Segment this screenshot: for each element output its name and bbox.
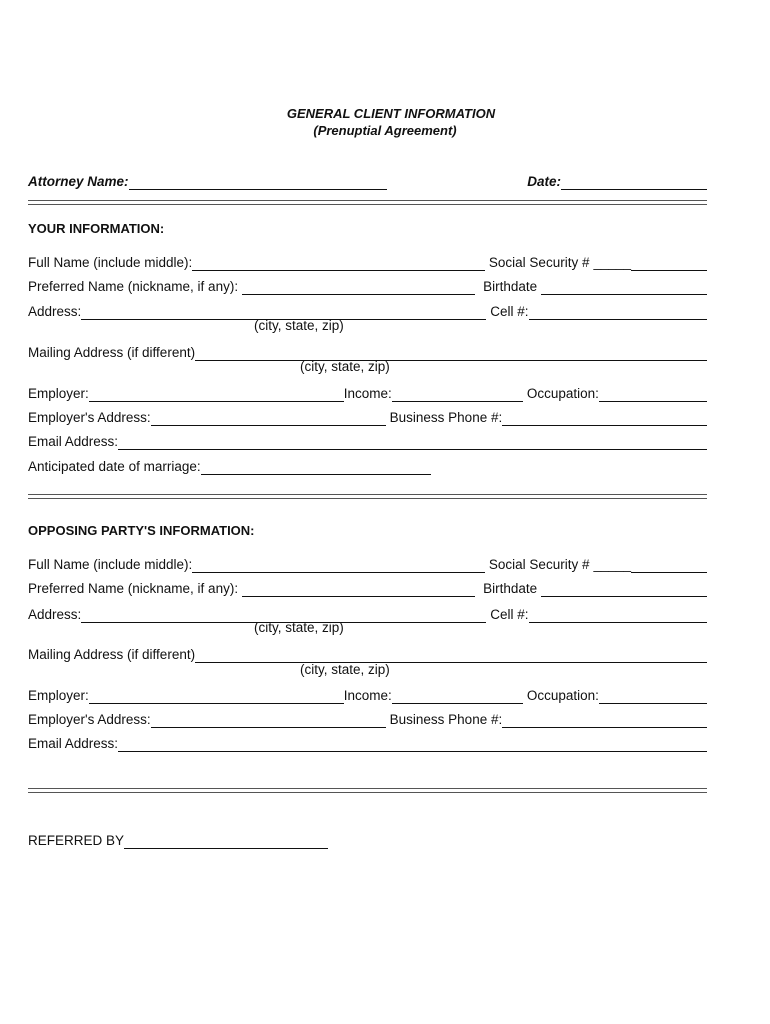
employer-address-label: Employer's Address: <box>28 410 151 425</box>
birthdate-label: Birthdate <box>483 279 538 294</box>
section-divider <box>28 200 707 205</box>
opp-mailing-city-hint: (city, state, zip) <box>300 662 390 677</box>
cell-label: Cell #: <box>490 304 529 319</box>
opp-email-label: Email Address: <box>28 736 119 751</box>
opp-full-name-field[interactable] <box>192 558 485 573</box>
employer-field[interactable] <box>89 387 344 402</box>
opp-cell-field[interactable] <box>529 608 707 623</box>
opp-occupation-label: Occupation: <box>526 688 599 703</box>
opp-employer-field[interactable] <box>89 689 344 704</box>
mailing-address-field[interactable] <box>195 346 707 361</box>
opp-birthdate-label: Birthdate <box>483 581 538 596</box>
opp-occupation-field[interactable] <box>599 689 707 704</box>
business-phone-label: Business Phone #: <box>389 410 503 425</box>
preferred-name-field[interactable] <box>242 280 475 295</box>
marriage-date-row <box>28 457 707 475</box>
full-name-field[interactable] <box>192 256 485 271</box>
address-city-hint: (city, state, zip) <box>254 318 344 333</box>
mailing-address-label: Mailing Address (if different) <box>28 345 196 360</box>
your-fullname-row <box>28 253 707 271</box>
address-label: Address: <box>28 304 82 319</box>
income-field[interactable] <box>392 387 523 402</box>
mailing-city-hint: (city, state, zip) <box>300 359 390 374</box>
your-employer-address-row <box>28 408 707 426</box>
form-title: GENERAL CLIENT INFORMATION <box>286 106 496 121</box>
opp-business-phone-field[interactable] <box>502 713 707 728</box>
opposing-info-heading: OPPOSING PARTY'S INFORMATION: <box>28 523 255 538</box>
your-preferred-row <box>28 277 707 295</box>
opp-fullname-row <box>28 555 707 573</box>
referred-by-row <box>28 833 328 849</box>
your-employer-row <box>28 384 707 402</box>
opp-employer-row <box>28 686 707 704</box>
attorney-label: Attorney Name: <box>28 174 129 189</box>
employer-address-field[interactable] <box>151 411 386 426</box>
date-label: Date: <box>527 174 561 189</box>
your-address-row <box>28 302 707 320</box>
title-block <box>0 105 770 139</box>
opp-mailing-address-field[interactable] <box>195 648 707 663</box>
opp-employer-address-field[interactable] <box>151 713 386 728</box>
email-label: Email Address: <box>28 434 119 449</box>
occupation-label: Occupation: <box>526 386 599 401</box>
income-label: Income: <box>343 386 392 401</box>
opp-preferred-name-field[interactable] <box>242 582 475 597</box>
opp-mailing-address-label: Mailing Address (if different) <box>28 647 196 662</box>
opp-birthdate-field[interactable] <box>541 582 707 597</box>
email-field[interactable] <box>118 435 707 450</box>
opp-mailing-row <box>28 645 707 663</box>
ssn-field[interactable] <box>631 256 707 271</box>
opp-cell-label: Cell #: <box>490 607 529 622</box>
opp-employer-address-row <box>28 710 707 728</box>
opp-employer-label: Employer: <box>28 688 89 703</box>
birthdate-field[interactable] <box>541 280 707 295</box>
opp-preferred-name-label: Preferred Name (nickname, if any): <box>28 581 239 596</box>
opp-ssn-prefix: _____ <box>593 557 631 572</box>
opp-ssn-label: Social Security # <box>488 557 590 572</box>
preferred-name-label: Preferred Name (nickname, if any): <box>28 279 239 294</box>
opp-full-name-label: Full Name (include middle): <box>28 557 193 572</box>
opp-income-label: Income: <box>343 688 392 703</box>
section-divider <box>28 788 707 793</box>
opp-business-phone-label: Business Phone #: <box>389 712 503 727</box>
opp-employer-address-label: Employer's Address: <box>28 712 151 727</box>
marriage-date-label: Anticipated date of marriage: <box>28 459 201 474</box>
ssn-label: Social Security # <box>488 255 590 270</box>
attorney-field[interactable] <box>129 175 387 190</box>
attorney-row <box>28 172 707 190</box>
your-email-row <box>28 432 707 450</box>
opp-address-city-hint: (city, state, zip) <box>254 620 344 635</box>
date-field[interactable] <box>561 175 707 190</box>
section-divider <box>28 494 707 499</box>
opp-ssn-field[interactable] <box>631 558 707 573</box>
ssn-prefix: _____ <box>593 255 631 270</box>
cell-field[interactable] <box>529 305 707 320</box>
employer-label: Employer: <box>28 386 89 401</box>
referred-by-label: REFERRED BY <box>28 833 125 848</box>
form-subtitle: (Prenuptial Agreement) <box>313 123 457 138</box>
opp-email-field[interactable] <box>118 737 707 752</box>
business-phone-field[interactable] <box>502 411 707 426</box>
marriage-date-field[interactable] <box>201 460 431 475</box>
opp-address-row <box>28 605 707 623</box>
opp-address-label: Address: <box>28 607 82 622</box>
opp-email-row <box>28 734 707 752</box>
referred-by-field[interactable] <box>124 834 328 849</box>
full-name-label: Full Name (include middle): <box>28 255 193 270</box>
your-info-heading: YOUR INFORMATION: <box>28 221 165 236</box>
opp-preferred-row <box>28 579 707 597</box>
opp-income-field[interactable] <box>392 689 523 704</box>
occupation-field[interactable] <box>599 387 707 402</box>
